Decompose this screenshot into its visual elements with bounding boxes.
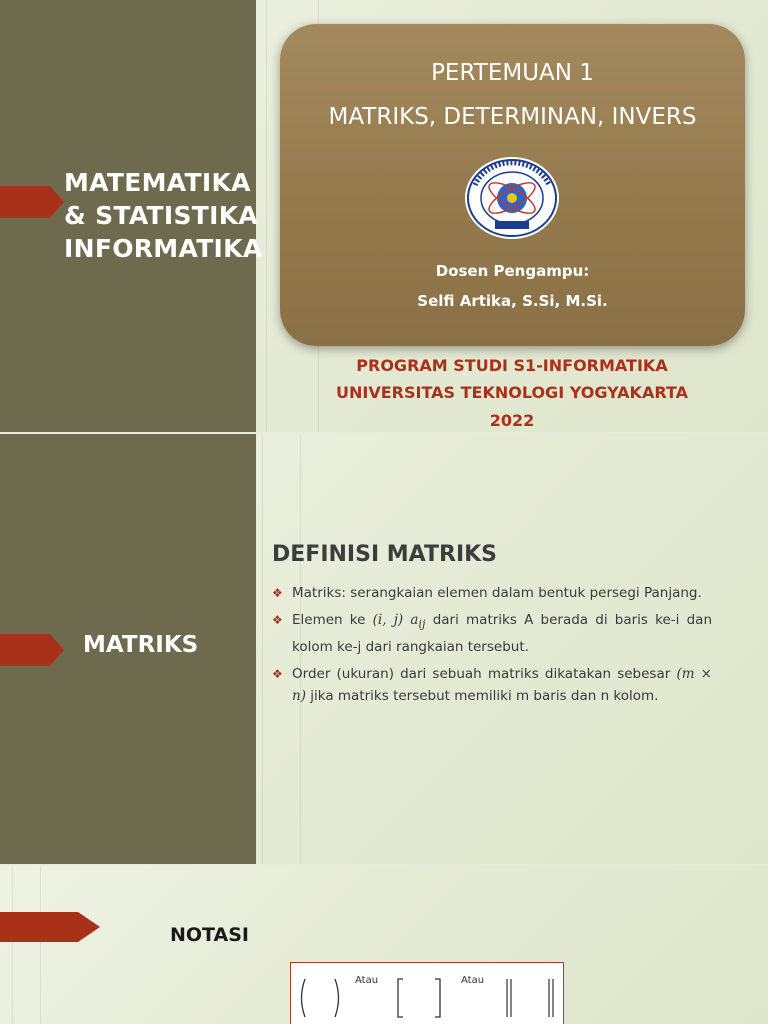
math-expression: (m × n) — [292, 665, 712, 704]
slide-heading: DEFINISI MATRIKS — [272, 542, 498, 567]
course-title-line: & STATISTIKA — [64, 201, 259, 230]
slide-heading: NOTASI — [170, 924, 249, 946]
course-title — [64, 166, 262, 265]
square-brackets-icon — [395, 977, 443, 1019]
list-item — [272, 609, 712, 658]
list-item — [272, 582, 712, 604]
notation-slide — [0, 866, 768, 1024]
bullet-text: jika matriks tersebut memiliki m baris dan n kolom. — [305, 687, 659, 704]
separator-text: Atau — [461, 975, 485, 986]
math-subscript: ij — [418, 617, 426, 631]
lecturer-name: Selfi Artika, S.Si, M.Si. — [417, 292, 608, 310]
separator-text: Atau — [355, 975, 379, 986]
title-card — [280, 24, 745, 346]
bullet-text: dari matriks A berada di baris ke-i dan kolom ke-j dari rangkaian tersebut. — [292, 612, 712, 655]
program-name: PROGRAM STUDI S1-INFORMATIKA — [356, 356, 668, 375]
definition-list — [272, 582, 712, 712]
list-item — [272, 663, 712, 707]
background-line — [40, 866, 41, 1024]
university-name: UNIVERSITAS TEKNOLOGI YOGYAKARTA — [336, 383, 688, 402]
arrow-marker — [0, 912, 100, 942]
bullet-text: Elemen ke — [292, 612, 373, 628]
section-label: MATRIKS — [83, 632, 199, 658]
title-slide — [0, 0, 768, 432]
notation-image — [290, 962, 564, 1024]
lecturer-label: Dosen Pengampu: — [435, 262, 590, 280]
course-title-line: INFORMATIKA — [64, 234, 263, 263]
year: 2022 — [489, 411, 535, 430]
definition-slide — [0, 434, 768, 864]
background-line — [262, 434, 263, 864]
parentheses-icon — [297, 977, 343, 1019]
topic-title: MATRIKS, DETERMINAN, INVERS — [328, 104, 697, 130]
double-bars-icon — [503, 977, 559, 1019]
course-title-line: MATEMATIKA — [64, 168, 251, 197]
math-expression: (i, j) a — [372, 612, 419, 628]
background-line — [12, 866, 13, 1024]
bullet-text: Matriks: serangkaian elemen dalam bentuk persegi Panjang. — [292, 585, 702, 601]
university-seal-icon — [463, 155, 561, 241]
meeting-title: PERTEMUAN 1 — [431, 60, 594, 86]
bullet-text: Order (ukuran) dari sebuah matriks dikatakan sebesar — [292, 665, 677, 682]
